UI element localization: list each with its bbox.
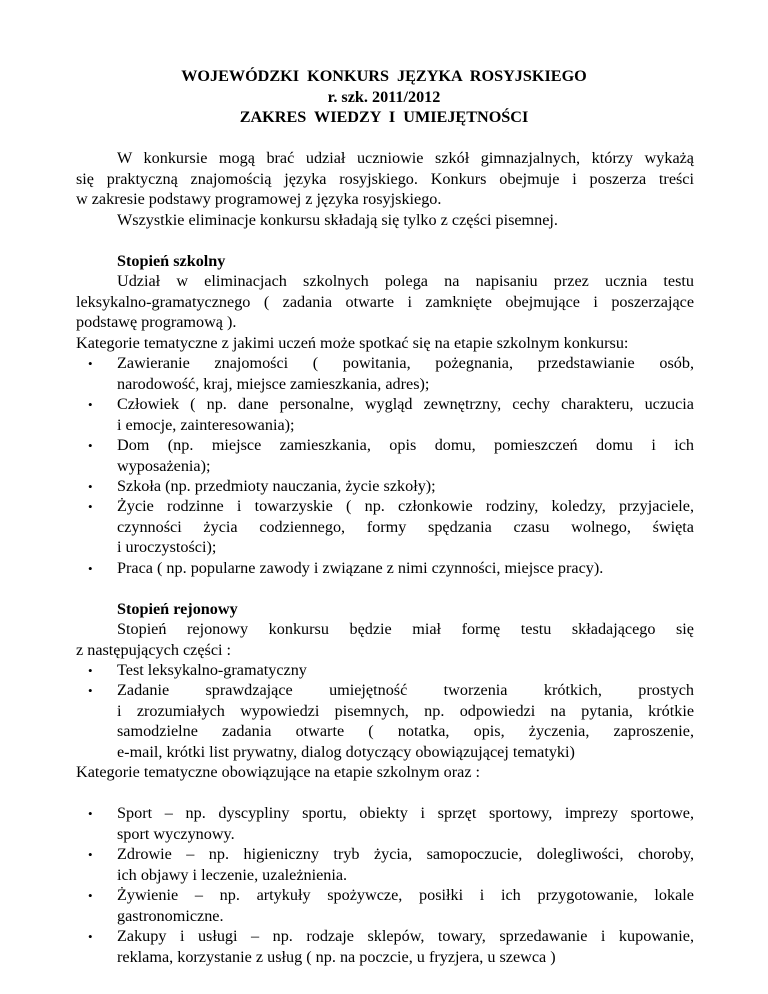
bullet-icon: • — [88, 683, 93, 698]
section-heading-school: Stopień szkolny — [117, 252, 226, 270]
paragraph-line: leksykalno-gramatycznego ( zadania otwarte i zamknięte obejmujące i poszerzające — [76, 293, 694, 311]
bullet-icon: • — [88, 438, 93, 453]
list-item: czynności życia codziennego, formy spędzania czasu wolnego, święta — [117, 518, 694, 536]
bullet-icon: • — [88, 397, 93, 412]
school-year: r. szk. 2011/2012 — [327, 88, 441, 106]
bullet-icon: • — [88, 499, 93, 514]
paragraph-line: podstawę programową ). — [76, 313, 237, 331]
intro-line: się praktyczną znajomością języka rosyjskiego. Konkurs obejmuje i poszerza treści — [76, 170, 694, 188]
list-item: i uroczystości); — [117, 538, 217, 556]
list-item: wyposażenia); — [117, 457, 211, 475]
bullet-icon: • — [88, 929, 93, 944]
paragraph-line: z następujących części : — [76, 641, 232, 659]
intro-line: w zakresie podstawy programowej z języka rosyjskiego. — [76, 190, 442, 208]
list-item: sport wyczynowy. — [117, 825, 235, 843]
bullet-icon: • — [88, 806, 93, 821]
document-title: WOJEWÓDZKI KONKURS JĘZYKA ROSYJSKIEGO — [181, 67, 587, 85]
list-item: reklama, korzystanie z usług ( np. na poczcie, u fryzjera, u szewca ) — [117, 948, 556, 966]
bullet-icon: • — [88, 663, 93, 678]
list-item: Szkoła (np. przedmioty nauczania, życie szkoły); — [117, 477, 436, 495]
bullet-icon: • — [88, 888, 93, 903]
list-item: Zakupy i usługi – np. rodzaje sklepów, towary, sprzedawanie i kupowanie, — [117, 927, 694, 945]
list-item: ich objawy i leczenie, uzależnienia. — [117, 866, 348, 884]
list-item: Zawieranie znajomości ( powitania, pożegnania, przedstawianie osób, — [117, 354, 694, 372]
list-item: samodzielne zadania otwarte ( notatka, opis, życzenia, zaproszenie, — [117, 722, 694, 740]
paragraph-line: Udział w eliminacjach szkolnych polega na napisaniu przez ucznia testu — [117, 272, 694, 290]
list-item: Zdrowie – np. higieniczny tryb życia, samopoczucie, dolegliwości, choroby, — [117, 845, 694, 863]
intro-line: Wszystkie eliminacje konkursu składają się tylko z części pisemnej. — [117, 211, 558, 229]
intro-line: W konkursie mogą brać udział uczniowie szkół gimnazjalnych, którzy wykażą — [117, 149, 694, 167]
list-item: Test leksykalno-gramatyczny — [117, 661, 307, 679]
list-item: Praca ( np. popularne zawody i związane z nimi czynności, miejsce pracy). — [117, 559, 604, 577]
list-item: Życie rodzinne i towarzyskie ( np. członkowie rodziny, koledzy, przyjaciele, — [117, 497, 694, 515]
list-item: Człowiek ( np. dane personalne, wygląd zewnętrzny, cechy charakteru, uczucia — [117, 395, 694, 413]
bullet-icon: • — [88, 356, 93, 371]
paragraph-line: Kategorie tematyczne z jakimi uczeń może spotkać się na etapie szkolnym konkursu: — [76, 334, 629, 352]
document-subtitle: ZAKRES WIEDZY I UMIEJĘTNOŚCI — [239, 108, 529, 126]
list-item: i zrozumiałych wypowiedzi pisemnych, np. odpowiedzi na pytania, krótkie — [117, 702, 694, 720]
list-item: e-mail, krótki list prywatny, dialog dotyczący obowiązującej tematyki) — [117, 743, 575, 761]
bullet-icon: • — [88, 847, 93, 862]
bullet-icon: • — [88, 561, 93, 576]
paragraph-line: Stopień rejonowy konkursu będzie miał formę testu składającego się — [117, 620, 694, 638]
list-item: Sport – np. dyscypliny sportu, obiekty i sprzęt sportowy, imprezy sportowe, — [117, 804, 694, 822]
list-item: Zadanie sprawdzające umiejętność tworzenia krótkich, prostych — [117, 681, 694, 699]
list-item: gastronomiczne. — [117, 907, 224, 925]
list-item: Dom (np. miejsce zamieszkania, opis domu, pomieszczeń domu i ich — [117, 436, 694, 454]
paragraph-line: Kategorie tematyczne obowiązujące na etapie szkolnym oraz : — [76, 763, 481, 781]
list-item: Żywienie – np. artykuły spożywcze, posiłki i ich przygotowanie, lokale — [117, 886, 694, 904]
list-item: narodowość, kraj, miejsce zamieszkania, adres); — [117, 375, 430, 393]
list-item: i emocje, zainteresowania); — [117, 416, 295, 434]
section-heading-regional: Stopień rejonowy — [117, 600, 238, 618]
bullet-icon: • — [88, 479, 93, 494]
